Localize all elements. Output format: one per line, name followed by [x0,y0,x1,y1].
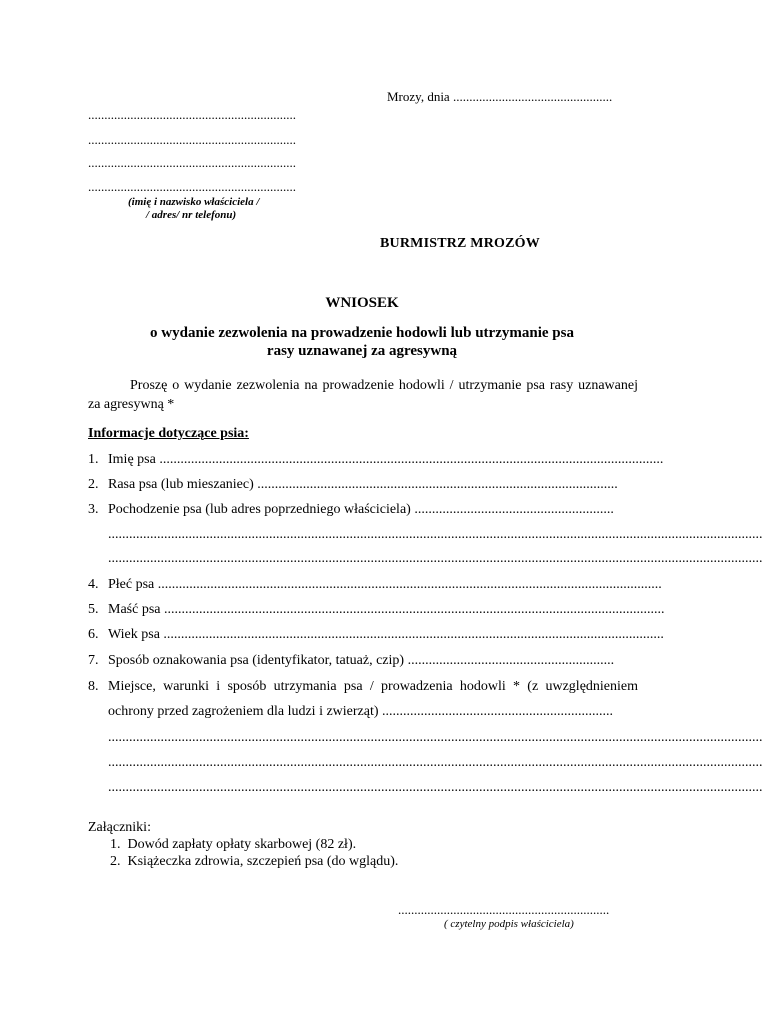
attachment-number: 1. [110,837,121,852]
signature-line: ................................................................. [398,902,610,917]
item-text: Miejsce, warunki i sposób utrzymania psa / prowadzenia hodowli * (z uwzględnieniem [108,679,638,694]
owner-caption: (imię i nazwisko właściciela / [128,196,260,208]
item-number: 2. [88,477,99,492]
attachment-item [110,837,356,853]
signature-caption: ( czytelny podpis właściciela) [444,918,574,930]
blank-line: ........................................................................................................................................................................................... [108,755,763,770]
attachment-number: 2. [110,854,121,869]
item-text: Pochodzenie psa (lub adres poprzedniego właściciela) ......................................................... [108,502,614,517]
owner-line: ................................................................ [88,107,296,122]
blank-line: ........................................................................................................................................................................................... [108,780,763,795]
item-number: 6. [88,627,99,642]
item-text: Rasa psa (lub mieszaniec) ....................................................................................................... [108,477,618,492]
item-text: Płeć psa ................................................................................................................................................ [108,577,662,592]
section-heading: Informacje dotyczące psia: [88,426,249,441]
blank-line: ........................................................................................................................................................................................... [108,551,763,566]
recipient: BURMISTRZ MROZÓW [380,236,540,251]
item-number: 1. [88,452,99,467]
item-text: Imię psa ................................................................................................................................................ [108,452,664,467]
attachment-text: Dowód zapłaty opłaty skarbowej (82 zł). [127,837,357,852]
item-text: Maść psa ............................................................................................................................................... [108,602,665,617]
item-text: Sposób oznakowania psa (identyfikator, tatuaż, czip) ........................................................... [108,653,615,668]
item-number: 3. [88,502,99,517]
blank-line: ........................................................................................................................................................................................... [108,730,763,745]
owner-caption: / adres/ nr telefonu) [146,209,237,221]
owner-line: ................................................................ [88,132,296,147]
item-number: 7. [88,653,99,668]
attachments-label: Załączniki: [88,820,151,835]
item-number: 5. [88,602,99,617]
item-text: Wiek psa ............................................................................................................................................... [108,627,664,642]
attachment-text: Książeczka zdrowia, szczepień psa (do wglądu). [127,854,399,869]
date-line: Mrozy, dnia ................................................. [387,89,613,104]
request-text: Proszę o wydanie zezwolenia na prowadzenie hodowli / utrzymanie psa rasy uznawanej za agresywną * [88,378,638,412]
document-subtitle: rasy uznawanej za agresywną [266,343,458,359]
attachment-item [110,854,398,870]
item8-continuation: ochrony przed zagrożeniem dla ludzi i zwierząt) .................................................................. [108,704,614,719]
owner-line: ................................................................ [88,155,296,170]
item-number: 8. [88,679,99,694]
owner-line: ................................................................ [88,179,296,194]
blank-line: ........................................................................................................................................................................................... [108,527,763,542]
item-number: 4. [88,577,99,592]
document-subtitle: o wydanie zezwolenia na prowadzenie hodowli lub utrzymanie psa [150,325,574,341]
document-title: WNIOSEK [325,295,399,311]
